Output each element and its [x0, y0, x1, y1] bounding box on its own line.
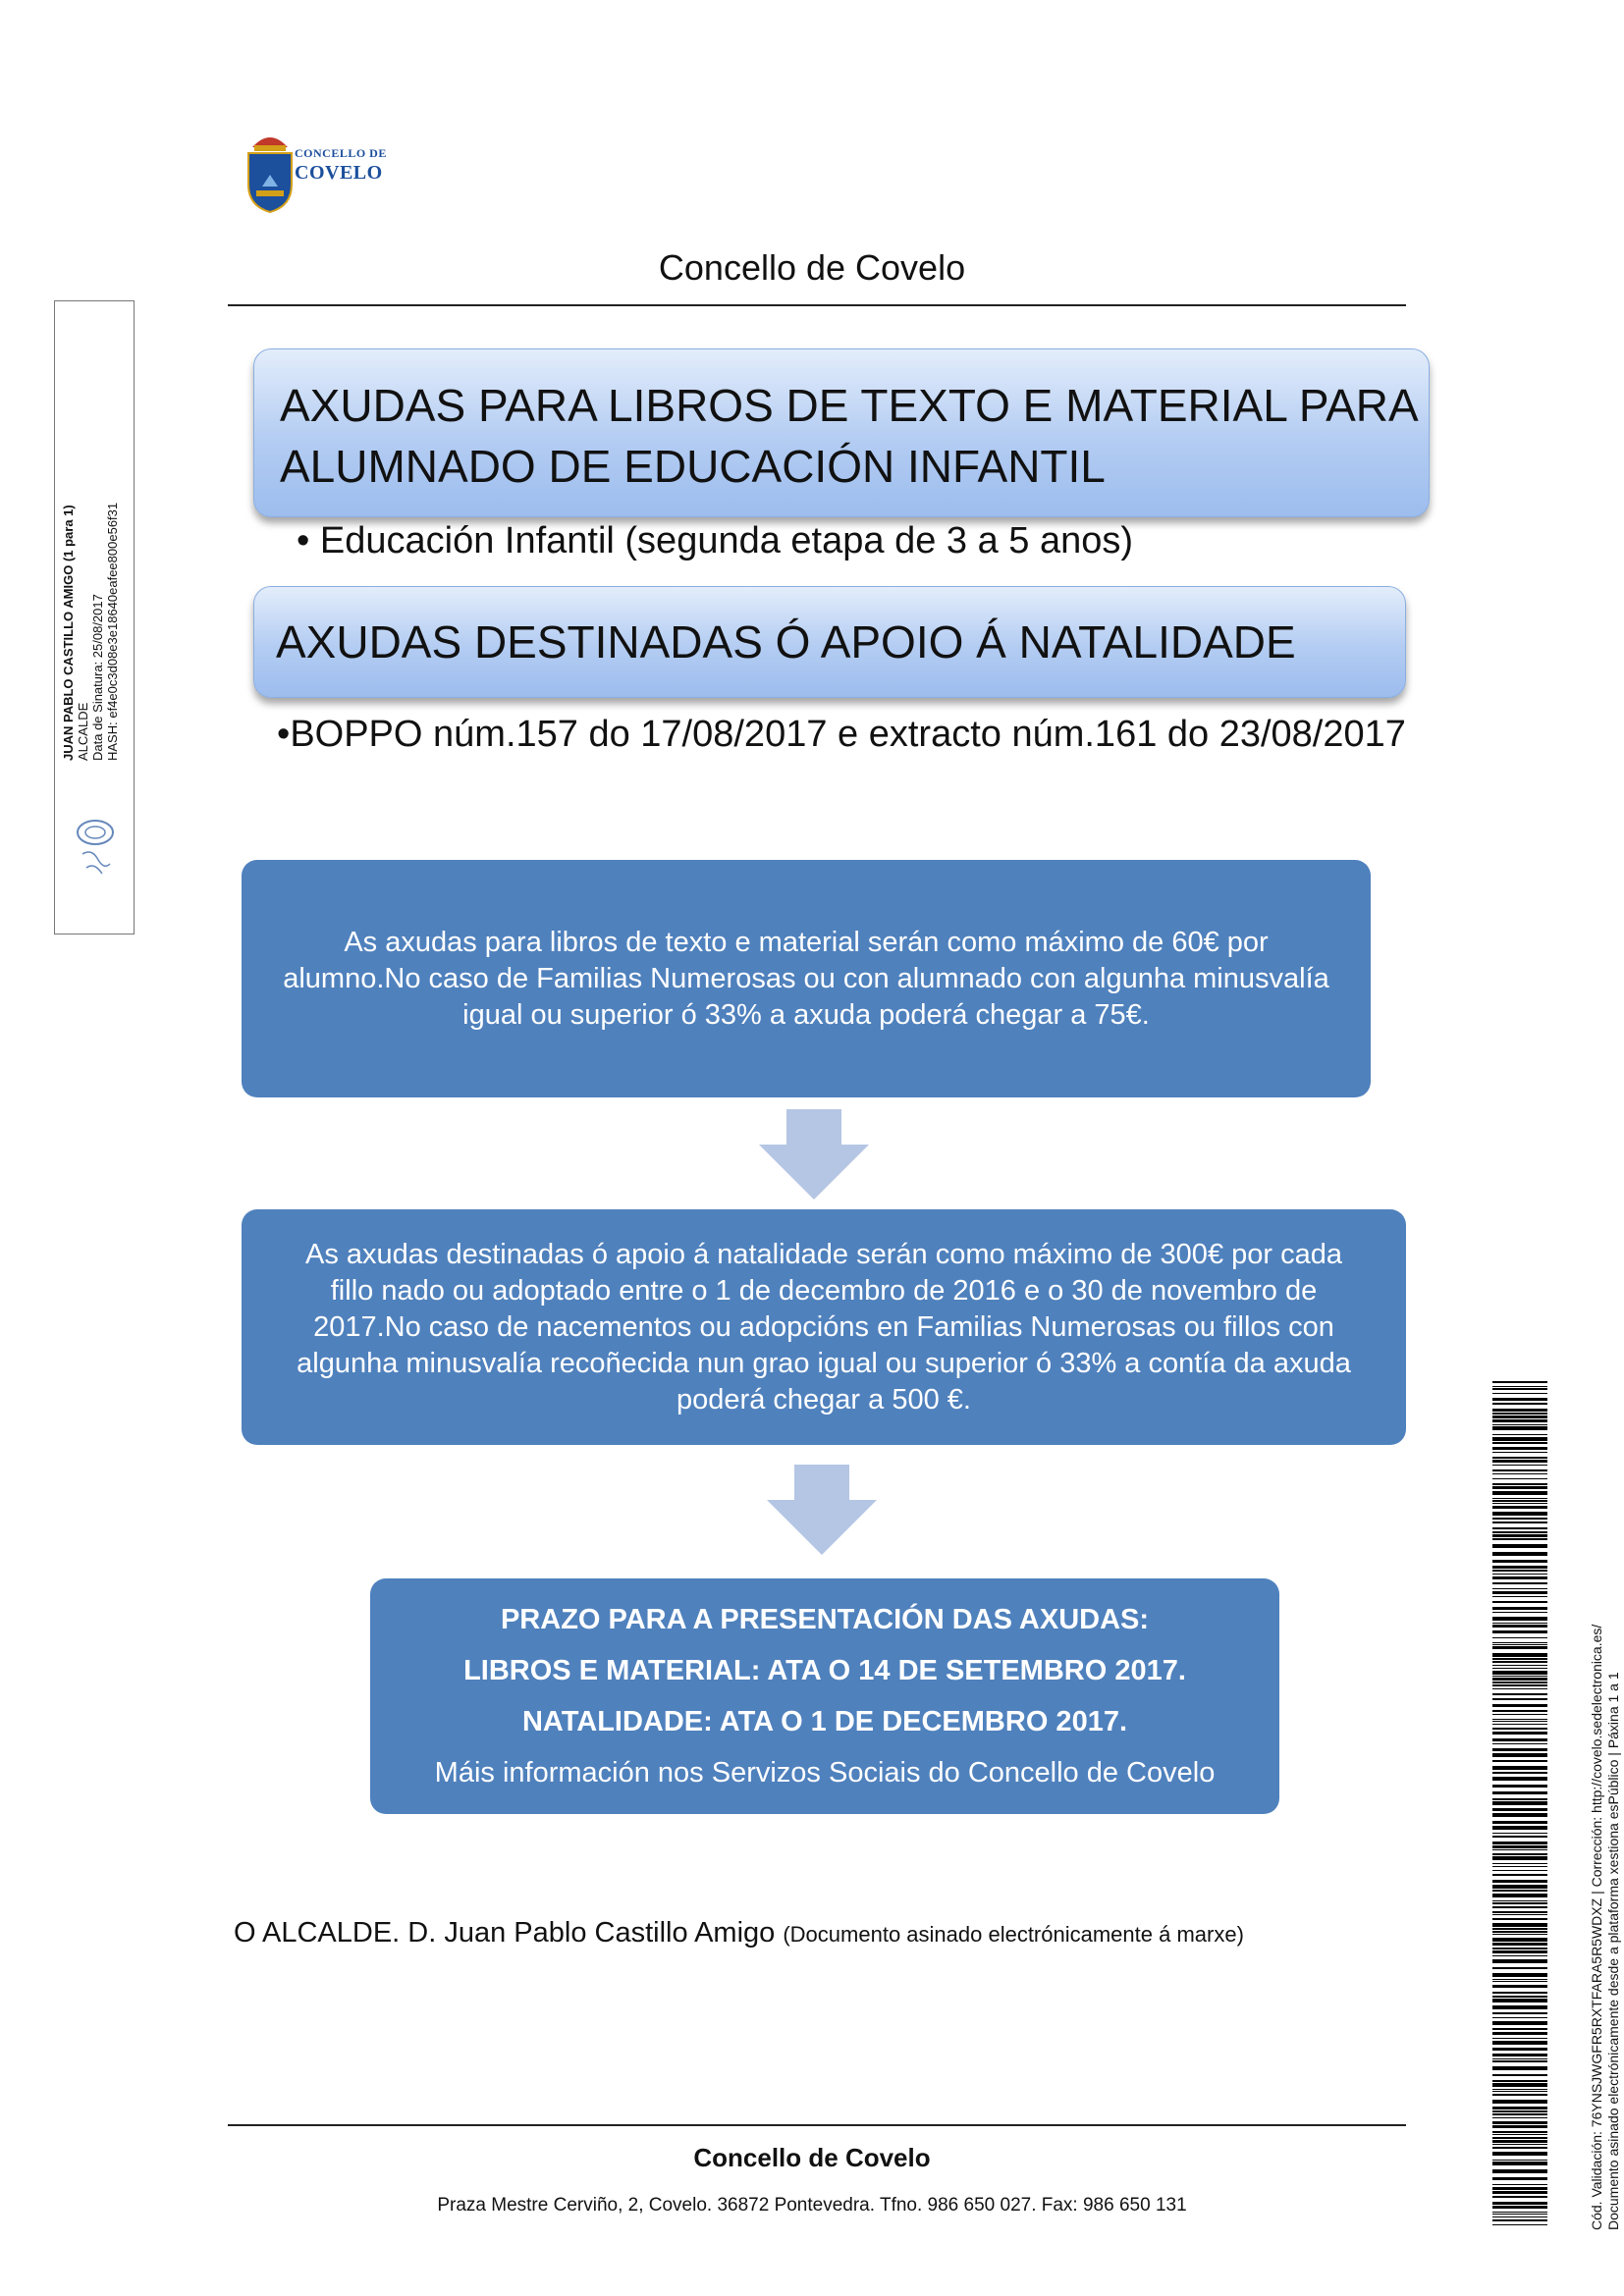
section-title-books — [253, 348, 1430, 517]
barcode-bar — [1492, 1714, 1547, 1715]
signer-role: ALCALDE — [76, 702, 90, 761]
barcode-bar — [1492, 1973, 1547, 1977]
logo-line-2: COVELO — [295, 162, 383, 184]
barcode-bar — [1492, 1833, 1547, 1834]
barcode-bar — [1492, 1996, 1547, 1998]
barcode-bar — [1492, 2184, 1547, 2185]
barcode-bar — [1492, 1906, 1547, 1908]
validation-code: Cód. Validación: 76YNSJWGFR5RXTFARA5R5WDXZ | Corrección: http://covelo.sedelectronica.es/ — [1589, 1624, 1604, 2230]
barcode-bar — [1492, 1684, 1547, 1686]
barcode-bar — [1492, 1885, 1547, 1889]
barcode-bar — [1492, 1398, 1547, 1401]
bullet-boppo-text: BOPPO núm.157 do 17/08/2017 e extracto núm.161 do 23/08/2017 — [290, 714, 1406, 755]
barcode-bar — [1492, 1426, 1547, 1430]
barcode-bar — [1492, 2137, 1547, 2139]
validation-platform: Documento asinado electrónicamente desde a plataforma xestiona esPúblico | Páxina 1 a 1 — [1605, 1672, 1621, 2230]
barcode-bar — [1492, 1381, 1547, 1383]
section-title-natality-text: AXUDAS DESTINADAS Ó APOIO Á NATALIDADE — [276, 616, 1296, 667]
barcode-bar — [1492, 1665, 1547, 1666]
barcode-bar — [1492, 2032, 1547, 2035]
barcode-bar — [1492, 2113, 1547, 2115]
barcode-bar — [1492, 2144, 1547, 2145]
natality-aid-line: fillo nado ou adoptado entre o 1 de decembro de 2016 e o 30 de novembro de — [330, 1274, 1318, 1307]
barcode-bar — [1492, 1483, 1547, 1485]
barcode-bar — [1492, 1698, 1547, 1700]
barcode-bar — [1492, 1721, 1547, 1722]
barcode-bar — [1492, 1574, 1547, 1575]
barcode-bar — [1492, 1950, 1547, 1953]
barcode-bar — [1492, 1646, 1547, 1649]
barcode-bar — [1492, 2191, 1547, 2194]
validation-text — [1589, 1625, 1622, 2230]
books-aid-line: igual ou superior ó 33% a axuda poderá chegar a 75€. — [462, 998, 1150, 1031]
barcode-bar — [1492, 2100, 1547, 2104]
barcode-bar — [1492, 1596, 1547, 1597]
barcode-bar — [1492, 1738, 1547, 1741]
mayor-signature-line — [234, 1917, 1244, 1949]
barcode-bar — [1492, 1967, 1547, 1969]
signature-seal-icon — [73, 815, 118, 880]
barcode-bar — [1492, 1644, 1547, 1645]
barcode-bar — [1492, 2212, 1547, 2213]
barcode-bar — [1492, 2187, 1547, 2190]
barcode-bar — [1492, 1943, 1547, 1946]
books-aid-line: alumno.No caso de Familias Numerosas ou con alumnado con algunha minusvalía — [283, 962, 1329, 994]
barcode-bar — [1492, 1424, 1547, 1425]
section-title-books-line1: AXUDAS PARA LIBROS DE TEXTO E MATERIAL PARA — [280, 380, 1419, 431]
barcode-bar — [1492, 1442, 1547, 1444]
books-aid-line: As axudas para libros de texto e material serán como máximo de 60€ por — [344, 926, 1269, 958]
barcode-bar — [1492, 1437, 1547, 1441]
barcode-bar — [1492, 1863, 1547, 1864]
signature-hash: HASH: ef4e0c3d08e3e18640eafee800e56f31 — [105, 502, 120, 761]
barcode-bar — [1492, 1612, 1547, 1613]
barcode-bar — [1492, 1948, 1547, 1949]
barcode-bar — [1492, 1668, 1547, 1669]
barcode-bar — [1492, 1801, 1547, 1805]
barcode-bar — [1492, 2017, 1547, 2018]
barcode-bar — [1492, 1678, 1547, 1681]
footer-title: Concello de Covelo — [693, 2143, 931, 2172]
barcode-bar — [1492, 2206, 1547, 2209]
barcode-bar — [1492, 1874, 1547, 1876]
barcode-bar — [1492, 1842, 1547, 1844]
barcode-bar — [1492, 1682, 1547, 1683]
barcode-bar — [1492, 1849, 1547, 1850]
barcode-bar — [1492, 1894, 1547, 1897]
barcode-bar — [1492, 1607, 1547, 1610]
barcode-bar — [1492, 2219, 1547, 2221]
barcode-bar — [1492, 1766, 1547, 1770]
barcode-bar — [1492, 1911, 1547, 1913]
barcode-bar — [1492, 1386, 1547, 1387]
barcode-bar — [1492, 2089, 1547, 2090]
barcode-bar — [1492, 2041, 1547, 2045]
barcode-bar — [1492, 1918, 1547, 1920]
barcode-bar — [1492, 1785, 1547, 1788]
barcode-bar — [1492, 1591, 1547, 1594]
barcode-bar — [1492, 1637, 1547, 1638]
barcode-bar — [1492, 1710, 1547, 1712]
barcode-bar — [1492, 1676, 1547, 1677]
barcode-bar — [1492, 1601, 1547, 1603]
barcode-bar — [1492, 1588, 1547, 1589]
barcode-bar — [1492, 1959, 1547, 1963]
bullet-books-text: Educación Infantil (segunda etapa de 3 a 5 anos) — [319, 520, 1134, 561]
barcode-bar — [1492, 1813, 1547, 1817]
footer-address: Praza Mestre Cerviño, 2, Covelo. 36872 Pontevedra. Tfno. 986 650 027. Fax: 986 650 131 — [437, 2195, 1187, 2216]
page-title — [0, 247, 1624, 289]
barcode-bar — [1492, 1500, 1547, 1502]
barcode-bar — [1492, 1928, 1547, 1930]
barcode-bar — [1492, 1491, 1547, 1495]
natality-aid-box — [242, 1209, 1406, 1445]
footer-divider — [228, 2124, 1406, 2126]
barcode-bar — [1492, 1981, 1547, 1982]
barcode-bar — [1492, 2196, 1547, 2198]
barcode-bar — [1492, 1985, 1547, 1988]
barcode-bar — [1492, 1531, 1547, 1533]
barcode-bar — [1492, 2177, 1547, 2180]
barcode-bar — [1492, 1419, 1547, 1422]
barcode-bar — [1492, 1866, 1547, 1867]
natality-aid-line: algunha minusvalía recoñecida nun grao igual ou superior ó 33% a contía da axuda — [297, 1347, 1351, 1379]
barcode-bar — [1492, 1671, 1547, 1675]
bullet-boppo: •BOPPO núm.157 do 17/08/2017 e extracto núm.161 do 23/08/2017 — [277, 714, 1406, 755]
barcode-bar — [1492, 2169, 1547, 2173]
barcode-bar — [1492, 1748, 1547, 1751]
barcode-bar — [1492, 2202, 1547, 2205]
barcode-bar — [1492, 1576, 1547, 1579]
barcode-bar — [1492, 2028, 1547, 2030]
barcode-bar — [1492, 1979, 1547, 1980]
barcode-bar — [1492, 2080, 1547, 2082]
barcode-bar — [1492, 1880, 1547, 1883]
barcode-bar — [1492, 1642, 1547, 1643]
barcode-bar — [1492, 2216, 1547, 2217]
signature-date: Data de Sinatura: 25/08/2017 — [90, 594, 105, 761]
barcode-bar — [1492, 1826, 1547, 1830]
barcode-bar — [1492, 1760, 1547, 1762]
barcode-bar — [1492, 1478, 1547, 1479]
barcode-bar — [1492, 1560, 1547, 1563]
barcode-bar — [1492, 1473, 1547, 1474]
barcode-bar — [1492, 1900, 1547, 1901]
barcode-bar — [1492, 1409, 1547, 1412]
barcode-bar — [1492, 1552, 1547, 1556]
page-title-text: Concello de Covelo — [658, 247, 966, 288]
barcode-bar — [1492, 1658, 1547, 1660]
barcode-bar — [1492, 1791, 1547, 1794]
barcode-bar — [1492, 2214, 1547, 2215]
barcode-bar — [1492, 1955, 1547, 1956]
barcode-bar — [1492, 2160, 1547, 2161]
barcode-bar — [1492, 2147, 1547, 2149]
barcode-bar — [1492, 2054, 1547, 2056]
barcode-bar — [1492, 1808, 1547, 1811]
barcode-bar — [1492, 1403, 1547, 1405]
barcode-bar — [1492, 1566, 1547, 1569]
barcode-bar — [1492, 1798, 1547, 1800]
barcode-bar — [1492, 2107, 1547, 2109]
barcode-bar — [1492, 1923, 1547, 1927]
barcode-bar — [1492, 1999, 1547, 2002]
barcode-bar — [1492, 1743, 1547, 1744]
header-divider — [228, 304, 1406, 306]
natality-aid-line: As axudas destinadas ó apoio á natalidade serán como máximo de 300€ por cada — [305, 1238, 1342, 1270]
arrow-down-icon — [767, 1465, 877, 1555]
barcode-bar — [1492, 1534, 1547, 1537]
natality-aid-line: 2017.No caso de nacementos ou adopcións en Familias Numerosas ou fillos con — [313, 1310, 1334, 1343]
barcode-bar — [1492, 2125, 1547, 2128]
books-aid-box — [242, 860, 1371, 1097]
barcode-bar — [1492, 1688, 1547, 1689]
barcode-bar — [1492, 1693, 1547, 1695]
barcode-bar — [1492, 1821, 1547, 1824]
barcode-bar — [1492, 1486, 1547, 1489]
logo-line-1: CONCELLO DE — [295, 146, 387, 160]
barcode-bar — [1492, 2091, 1547, 2092]
barcode-bar — [1492, 1518, 1547, 1520]
barcode-bar — [1492, 1506, 1547, 1509]
barcode-bar — [1492, 2066, 1547, 2070]
barcode-bar — [1492, 2012, 1547, 2014]
barcode-bar — [1492, 2224, 1547, 2225]
barcode-bar — [1492, 1625, 1547, 1628]
deadline-box — [370, 1578, 1279, 1814]
barcode-bar — [1492, 1447, 1547, 1450]
barcode-bar — [1492, 1527, 1547, 1529]
barcode-bar — [1492, 2074, 1547, 2076]
barcode-bar — [1492, 1704, 1547, 1707]
barcode-bar — [1492, 2094, 1547, 2096]
mayor-name: O ALCALDE. D. Juan Pablo Castillo Amigo — [234, 1917, 776, 1949]
barcode-bar — [1492, 1503, 1547, 1504]
barcode-bar — [1492, 1661, 1547, 1663]
barcode-bar — [1492, 1582, 1547, 1584]
logo-text — [295, 147, 387, 183]
barcode-bar — [1492, 2058, 1547, 2059]
deadline-heading: PRAZO PARA A PRESENTACIÓN DAS AXUDAS: — [500, 1604, 1150, 1635]
barcode-bar — [1492, 1653, 1547, 1657]
barcode-bar — [1492, 2131, 1547, 2133]
barcode-bar — [1492, 1415, 1547, 1418]
barcode-bar — [1492, 1772, 1547, 1774]
deadline-books: LIBROS E MATERIAL: ATA O 14 DE SETEMBRO 2017. — [463, 1655, 1186, 1686]
barcode-bar — [1492, 1845, 1547, 1848]
barcode-bar — [1492, 2083, 1547, 2087]
barcode-bar — [1492, 1853, 1547, 1855]
more-info: Máis información nos Servizos Sociais do Concello de Covelo — [434, 1757, 1216, 1789]
barcode-bar — [1492, 1856, 1547, 1860]
barcode-bar — [1492, 1538, 1547, 1540]
barcode-bar — [1492, 1836, 1547, 1838]
barcode-bar — [1492, 1902, 1547, 1904]
barcode-bar — [1492, 1457, 1547, 1459]
barcode-bar — [1492, 1522, 1547, 1523]
barcode-bar — [1492, 1413, 1547, 1415]
barcode-bar — [1492, 1460, 1547, 1463]
barcode-bar — [1492, 1934, 1547, 1935]
natality-aid-line: poderá chegar a 500 €. — [677, 1383, 971, 1415]
barcode-bar — [1492, 1630, 1547, 1633]
barcode-bar — [1492, 1393, 1547, 1394]
barcode-bar — [1492, 1992, 1547, 1994]
signer-name: JUAN PABLO CASTILLO AMIGO (1 para 1) — [61, 505, 76, 761]
barcode-bar — [1492, 1512, 1547, 1516]
barcode-bar — [1492, 2005, 1547, 2009]
deadline-natality: NATALIDADE: ATA O 1 DE DECEMBRO 2017. — [521, 1706, 1128, 1737]
validation-barcode — [1492, 1381, 1547, 2225]
barcode-bar — [1492, 1469, 1547, 1471]
barcode-bar — [1492, 2110, 1547, 2112]
barcode-bar — [1492, 1777, 1547, 1781]
barcode-bar — [1492, 1465, 1547, 1466]
signature-note: (Documento asinado electrónicamente á marxe) — [783, 1922, 1244, 1947]
barcode-bar — [1492, 2162, 1547, 2165]
barcode-bar — [1492, 1617, 1547, 1621]
barcode-bar — [1492, 1719, 1547, 1720]
barcode-bar — [1492, 2134, 1547, 2135]
barcode-bar — [1492, 1890, 1547, 1892]
barcode-bar — [1492, 1914, 1547, 1915]
barcode-bar — [1492, 2117, 1547, 2118]
barcode-bar — [1492, 1724, 1547, 1725]
signature-info — [61, 503, 120, 761]
barcode-bar — [1492, 1498, 1547, 1499]
barcode-bar — [1492, 2121, 1547, 2124]
barcode-bar — [1492, 1728, 1547, 1730]
barcode-bar — [1492, 1938, 1547, 1942]
barcode-bar — [1492, 1570, 1547, 1572]
section-title-natality — [253, 586, 1406, 698]
barcode-bar — [1492, 1870, 1547, 1871]
barcode-bar — [1492, 2048, 1547, 2051]
barcode-bar — [1492, 1931, 1547, 1933]
barcode-bar — [1492, 1452, 1547, 1453]
barcode-bar — [1492, 1434, 1547, 1435]
barcode-bar — [1492, 1623, 1547, 1624]
barcode-bar — [1492, 2152, 1547, 2156]
barcode-bar — [1492, 2140, 1547, 2143]
barcode-bar — [1492, 1753, 1547, 1757]
barcode-bar — [1492, 1544, 1547, 1548]
arrow-down-icon — [759, 1109, 869, 1200]
section-title-books-line2: ALUMNADO DE EDUCACIÓN INFANTIL — [280, 441, 1106, 492]
barcode-bar — [1492, 2038, 1547, 2039]
barcode-bar — [1492, 1732, 1547, 1735]
barcode-bar — [1492, 2021, 1547, 2025]
barcode-bar — [1492, 1388, 1547, 1390]
bullet-books: • Educación Infantil (segunda etapa de 3 a 5 anos) — [297, 520, 1134, 561]
barcode-bar — [1492, 2060, 1547, 2062]
